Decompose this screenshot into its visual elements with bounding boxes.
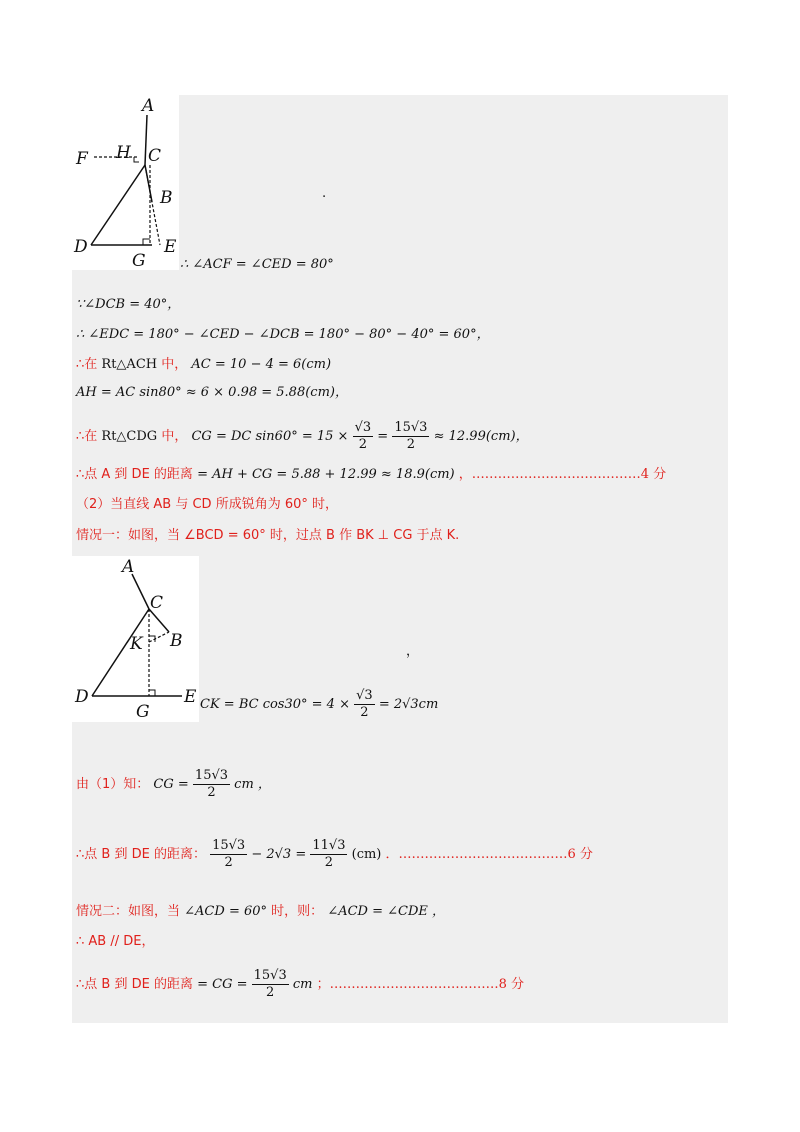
step-cg-recall-label: 由（1）知： xyxy=(76,777,150,792)
fig1-label-d: D xyxy=(74,237,88,257)
step-rt-ach-prefix: ∴在 xyxy=(76,357,98,372)
fig1-label-e: E xyxy=(164,237,177,257)
score-8: ；…………………………………8 分 xyxy=(316,977,525,992)
case-2-equal: ∠ACD = ∠CDE xyxy=(327,904,428,919)
step-parallel-text: ∴ AB // DE， xyxy=(76,934,155,949)
fig1-label-a: A xyxy=(142,96,155,116)
fig1-label-f: F xyxy=(76,149,88,169)
frac-sqrt3-over-2: $\frac{√3}{2}$ xyxy=(354,420,372,452)
fig1-label-b: B xyxy=(160,188,173,208)
step-angle-dcb: ∵∠DCB = 40°， xyxy=(76,297,181,312)
step-dist-b-2 xyxy=(76,968,524,1001)
step-dist-a xyxy=(76,466,666,484)
step-dist-b-1-label: ∴点 B 到 DE 的距离： xyxy=(76,847,206,862)
case-2-angle: ∠ACD = 60° xyxy=(184,904,268,919)
step-dist-b-2-label: ∴点 B 到 DE 的距离 xyxy=(76,977,193,992)
step-dist-a-label: ∴点 A 到 DE 的距离 xyxy=(76,467,193,482)
part-2-heading: （2）当直线 AB 与 CD 所成锐角为 60° 时， xyxy=(76,497,339,512)
step-dist-b-2-unit: cm xyxy=(292,977,313,992)
fig1-label-g: G xyxy=(132,251,146,270)
case-2-heading xyxy=(76,903,445,921)
step-ck xyxy=(200,688,438,721)
step-rt-ach xyxy=(76,356,331,374)
step-dist-a-value: = AH + CG = 5.88 + 12.99 ≈ 18.9(cm) xyxy=(197,467,455,482)
fig2-label-e: E xyxy=(184,687,197,707)
case-2-prefix: 情况二：如图，当 xyxy=(76,904,181,919)
fig2-label-a: A xyxy=(122,557,135,577)
step-rt-cdg-tail: ≈ 12.99(cm)， xyxy=(433,429,529,444)
step-angle-acf: ∴ ∠ACF = ∠CED = 80° xyxy=(180,257,334,272)
step-ck-tail: = 2√3cm xyxy=(378,697,439,712)
figure-2 xyxy=(72,556,199,722)
frac-dist-b-3: $\frac{15√3}{2}$ xyxy=(253,968,287,1000)
step-rt-cdg-tri: Rt△CDG xyxy=(101,429,158,444)
step-cg-recall xyxy=(76,768,271,801)
frac-cg-recall: $\frac{15√3}{2}$ xyxy=(194,768,229,800)
step-rt-cdg-eq: = xyxy=(377,429,389,444)
step-cg-recall-expr: CG = xyxy=(153,777,189,792)
frac-ck: $\frac{√3}{2}$ xyxy=(356,688,373,720)
fig1-dot: . xyxy=(322,186,327,201)
score-6: ．…………………………………6 分 xyxy=(385,847,593,862)
step-rt-cdg xyxy=(76,420,529,453)
step-angle-edc: ∴ ∠EDC = 180° − ∠CED − ∠DCB = 180° − 80° − 40° = 60°， xyxy=(76,327,490,342)
figure-2-svg xyxy=(72,556,199,722)
step-cg-recall-comma: ， xyxy=(257,777,271,792)
score-4: ，…………………………………4 分 xyxy=(458,467,667,482)
step-dist-b-1-mid: − 2√3 = xyxy=(251,847,307,862)
figure-1-svg xyxy=(72,95,179,270)
step-rt-ach-ac: AC = 10 − 4 = 6(cm) xyxy=(191,357,332,372)
step-rt-cdg-prefix: ∴在 xyxy=(76,429,98,444)
fig2-label-k: K xyxy=(130,634,143,654)
fig2-label-c: C xyxy=(150,593,164,613)
frac-dist-b-1: $\frac{15√3}{2}$ xyxy=(212,838,246,870)
case-2-comma: ， xyxy=(432,904,446,919)
fig2-label-d: D xyxy=(75,687,89,707)
fig1-label-c: C xyxy=(148,146,162,166)
fig1-label-h: H xyxy=(116,143,131,163)
step-rt-ach-tri: Rt△ACH xyxy=(101,357,158,372)
fig2-comma: ， xyxy=(406,644,420,659)
step-cg-recall-unit: cm xyxy=(234,777,254,792)
frac-15sqrt3-over-2: $\frac{15√3}{2}$ xyxy=(394,420,428,452)
case-2-mid: 时，则： xyxy=(271,904,324,919)
step-rt-cdg-mid: 中， xyxy=(161,429,188,444)
figure-1 xyxy=(72,95,179,270)
step-dist-b-1-unit: (cm) xyxy=(351,847,382,862)
frac-dist-b-2: $\frac{11√3}{2}$ xyxy=(312,838,346,870)
step-rt-ach-mid: 中， xyxy=(161,357,188,372)
step-dist-b-2-expr: = CG = xyxy=(197,977,248,992)
step-rt-cdg-cg: CG = DC sin60° = 15 × xyxy=(191,429,349,444)
step-ah: AH = AC sin80° ≈ 6 × 0.98 = 5.88(cm)， xyxy=(76,385,348,400)
fig2-label-g: G xyxy=(136,702,150,722)
fig2-label-b: B xyxy=(170,631,183,651)
step-parallel xyxy=(76,933,154,951)
case-1-heading: 情况一：如图，当 ∠BCD = 60° 时，过点 B 作 BK ⊥ CG 于点 K. xyxy=(76,528,460,543)
step-ck-expr: CK = BC cos30° = 4 × xyxy=(200,697,350,712)
step-dist-b-1 xyxy=(76,838,593,871)
